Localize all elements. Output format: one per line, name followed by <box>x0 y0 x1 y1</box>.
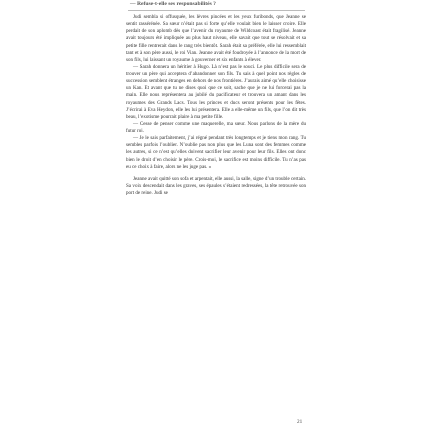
paragraph: — Je le sais parfaitement, j’ai régné pendant très longtemps et je tiens mon rang. Tu sembles parfois l’oublier. N’oublie pas non plus que les Luna sont des femmes comme les autres, si ce n’est qu’elles doivent sacrifier leur avenir pour leur fils. Elles ont donc bien le droit d’en choisir le père. Crois-moi, le sacrifice est moins difficile. Tu n’as pas eu ce choix à faire, alors ne les juge pas. » <box>126 135 306 170</box>
body-text <box>126 14 306 197</box>
page-number: 21 <box>297 419 303 425</box>
page-heading: — Refuse-t-elle ses responsabilités ? <box>130 1 216 7</box>
paragraph: — Sarah donnera un héritier à Hugo. Là n’est pas le souci. Le plus difficile sera de trouver un père qui acceptera d’abandonner son fils. Tu sais à quel point nos règles de succession semblent étranges en dehors de nos frontières. J’aurais aimé qu’elle choisisse un Kan. Et avant que tu ne dises quoi que ce soit, sache que je ne lui forcerai pas la main. Elle nous représentera au jubilé du pacificateur et trouvera un amant dans les royaumes des Grands Lacs. Tous les princes et ducs seront présents pour les fêtes. J’écrirai à Eva Heydon, elle les lui présentera. Elle a elle-même un fils, que l’on dit très beau, l’exotisme pourrait plaire à ma petite fille. <box>126 63 306 120</box>
paragraph: — Cesse de penser comme une maquerelle, ma sœur. Nous parlons de la mère du futur roi. <box>126 120 306 134</box>
paragraph: Judi sembla si offusquée, les lèvres pincées et les yeux furibonds, que Jeanne se sentit rassérénée. Sa sœur n’était pas si forte qu’elle voulait bien le laisser croire. Elle perdait de son aplomb dès que l’avenir du royaume de Wildcoast était fragilisé. Jeanne avait toujours été impliquée au plus haut niveau, elle savait que tout se résolvait et sa petite fille rentrerait dans le rang très bientôt. Sarah était sa préférée, elle lui ressemblait tant et à son père aussi, le roi Vian. Jeanne avait été foudroyée à l’annonce de la mort de son fils, lui laissant un royaume à gouverner et six enfants à élever. <box>126 14 306 63</box>
paragraph: Jeanne avait quitté son sofa et arpentait, elle aussi, la salle, signe d’un trouble certain. Sa voix descendait dans les graves, ses épaules s’étaient redressées, la tête retrouvée son port de reine. Judi se <box>126 175 306 196</box>
heading-divider <box>128 10 305 11</box>
